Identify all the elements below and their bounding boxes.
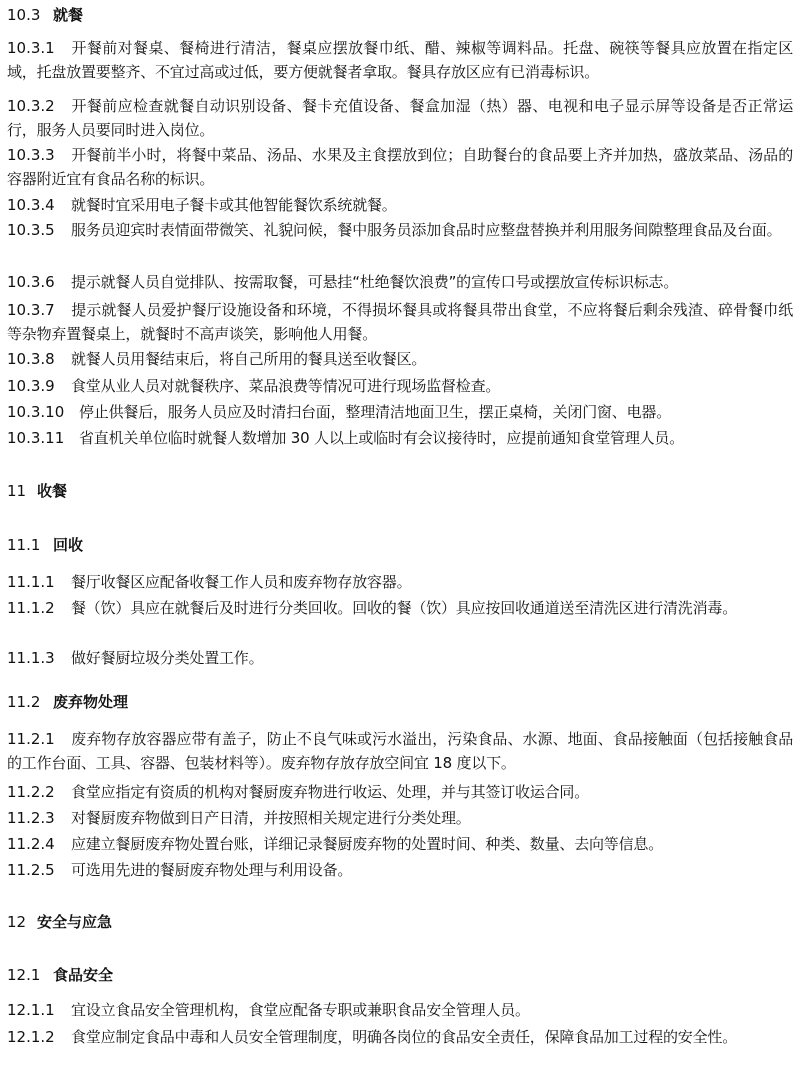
clause-text: 应建立餐厨废弃物处置台账，详细记录餐厨废弃物的处置时间、种类、数量、去向等信息。 xyxy=(71,835,664,853)
clause-10-3-5 xyxy=(7,218,793,242)
clause-text: 食堂应指定有资质的机构对餐厨废弃物进行收运、处理，并与其签订收运合同。 xyxy=(71,783,590,801)
clause-number: 11.2.3 xyxy=(7,809,55,827)
clause-11-1-2 xyxy=(7,596,793,620)
clause-text: 服务员迎宾时表情面带微笑、礼貌问候，餐中服务员添加食品时应整盘替换并利用服务间隙整理食品及台面。 xyxy=(71,221,782,239)
clause-number: 11.1.2 xyxy=(7,599,55,617)
clause-number: 11.1.1 xyxy=(7,573,55,591)
clause-number: 12.1.2 xyxy=(7,1028,55,1046)
clause-text: 食堂应制定食品中毒和人员安全管理制度，明确各岗位的食品安全责任，保障食品加工过程的安全性。 xyxy=(71,1028,738,1046)
clause-text: 做好餐厨垃圾分类处置工作。 xyxy=(71,649,264,667)
chapter-number: 12 xyxy=(7,913,27,931)
clause-12-1-2 xyxy=(7,1025,793,1049)
section-title: 食品安全 xyxy=(53,966,114,984)
clause-text: 餐（饮）具应在就餐后及时进行分类回收。回收的餐（饮）具应按回收通道送至清洗区进行清洗消毒。 xyxy=(71,599,738,617)
clause-11-2-1 xyxy=(7,727,793,775)
clause-number: 10.3.9 xyxy=(7,377,55,395)
clause-text: 就餐时宜采用电子餐卡或其他智能餐饮系统就餐。 xyxy=(71,196,397,214)
section-heading-11-2 xyxy=(7,691,793,713)
clause-number: 10.3.3 xyxy=(7,146,55,164)
clause-text: 开餐前对餐桌、餐椅进行清洁，餐桌应摆放餐巾纸、醋、辣椒等调料品。托盘、碗筷等餐具应放置在指定区域，托盘放置要整齐、不宜过高或过低，要方便就餐者拿取。餐具存放区应有已消毒标识。 xyxy=(7,39,793,81)
clause-number: 10.3.2 xyxy=(7,97,55,115)
section-heading-12-1 xyxy=(7,964,793,986)
clause-number: 10.3.6 xyxy=(7,273,55,291)
chapter-number: 11 xyxy=(7,482,27,500)
clause-11-2-2 xyxy=(7,780,793,804)
clause-number: 11.1.3 xyxy=(7,649,55,667)
clause-text: 停止供餐后，服务人员应及时清扫台面，整理清洁地面卫生，摆正桌椅，关闭门窗、电器。 xyxy=(79,403,672,421)
clause-text: 废弃物存放容器应带有盖子，防止不良气味或污水溢出，污染食品、水源、地面、食品接触面（包括接触食品的工作台面、工具、容器、包装材料等）。废弃物存放存放空间宜 18 度以下。 xyxy=(7,730,793,772)
chapter-title: 收餐 xyxy=(37,482,68,500)
clause-number: 10.3.5 xyxy=(7,221,55,239)
clause-10-3-6 xyxy=(7,270,793,294)
chapter-heading-11 xyxy=(7,480,793,502)
clause-number: 10.3.8 xyxy=(7,350,55,368)
clause-10-3-9 xyxy=(7,374,793,398)
clause-number: 12.1.1 xyxy=(7,1001,55,1019)
clause-number: 10.3.7 xyxy=(7,301,55,319)
section-title: 废弃物处理 xyxy=(53,693,129,711)
section-heading-11-1 xyxy=(7,534,793,556)
clause-12-1-1 xyxy=(7,998,793,1022)
clause-number: 11.2.4 xyxy=(7,835,55,853)
clause-text: 省直机关单位临时就餐人数增加 30 人以上或临时有会议接待时，应提前通知食堂管理人员。 xyxy=(79,429,685,447)
clause-number: 11.2.2 xyxy=(7,783,55,801)
clause-text: 开餐前应检查就餐自动识别设备、餐卡充值设备、餐盒加湿（热）器、电视和电子显示屏等设备是否正常运行，服务人员要同时进入岗位。 xyxy=(7,97,793,139)
clause-number: 11.2.5 xyxy=(7,861,55,879)
section-number: 11.2 xyxy=(7,693,41,711)
section-title: 回收 xyxy=(53,536,84,554)
clause-number: 10.3.4 xyxy=(7,196,55,214)
chapter-heading-12 xyxy=(7,911,793,933)
clause-text: 就餐人员用餐结束后，将自己所用的餐具送至收餐区。 xyxy=(71,350,427,368)
clause-number: 10.3.11 xyxy=(7,429,65,447)
clause-text: 对餐厨废弃物做到日产日清，并按照相关规定进行分类处理。 xyxy=(71,809,471,827)
clause-number: 10.3.10 xyxy=(7,403,65,421)
clause-10-3-3 xyxy=(7,143,793,191)
clause-10-3-8 xyxy=(7,347,793,371)
clause-10-3-10 xyxy=(7,400,793,424)
clause-11-1-1 xyxy=(7,570,793,594)
clause-text: 食堂从业人员对就餐秩序、菜品浪费等情况可进行现场监督检查。 xyxy=(71,377,501,395)
chapter-title: 安全与应急 xyxy=(37,913,113,931)
clause-10-3-7 xyxy=(7,298,793,346)
clause-11-2-5 xyxy=(7,858,793,882)
clause-number: 11.2.1 xyxy=(7,730,55,748)
section-number: 10.3 xyxy=(7,6,41,24)
section-title: 就餐 xyxy=(53,6,84,24)
clause-11-1-3 xyxy=(7,646,793,670)
section-number: 12.1 xyxy=(7,966,41,984)
section-number: 11.1 xyxy=(7,536,41,554)
clause-10-3-2 xyxy=(7,94,793,142)
clause-text: 宜设立食品安全管理机构，食堂应配备专职或兼职食品安全管理人员。 xyxy=(71,1001,530,1019)
section-heading-10-3 xyxy=(7,4,793,26)
clause-text: 提示就餐人员自觉排队、按需取餐，可悬挂“杜绝餐饮浪费”的宣传口号或摆放宣传标识标志。 xyxy=(71,273,679,291)
clause-10-3-11 xyxy=(7,426,793,450)
clause-text: 可选用先进的餐厨废弃物处理与利用设备。 xyxy=(71,861,353,879)
clause-text: 餐厅收餐区应配备收餐工作人员和废弃物存放容器。 xyxy=(71,573,412,591)
clause-number: 10.3.1 xyxy=(7,39,55,57)
clause-10-3-4 xyxy=(7,193,793,217)
clause-text: 开餐前半小时，将餐中菜品、汤品、水果及主食摆放到位；自助餐台的食品要上齐并加热，盛放菜品、汤品的容器附近宜有食品名称的标识。 xyxy=(7,146,793,188)
clause-text: 提示就餐人员爱护餐厅设施设备和环境，不得损坏餐具或将餐具带出食堂，不应将餐后剩余残渣、碎骨餐巾纸等杂物弃置餐桌上，就餐时不高声谈笑，影响他人用餐。 xyxy=(7,301,793,343)
clause-10-3-1 xyxy=(7,36,793,84)
clause-11-2-4 xyxy=(7,832,793,856)
clause-11-2-3 xyxy=(7,806,793,830)
